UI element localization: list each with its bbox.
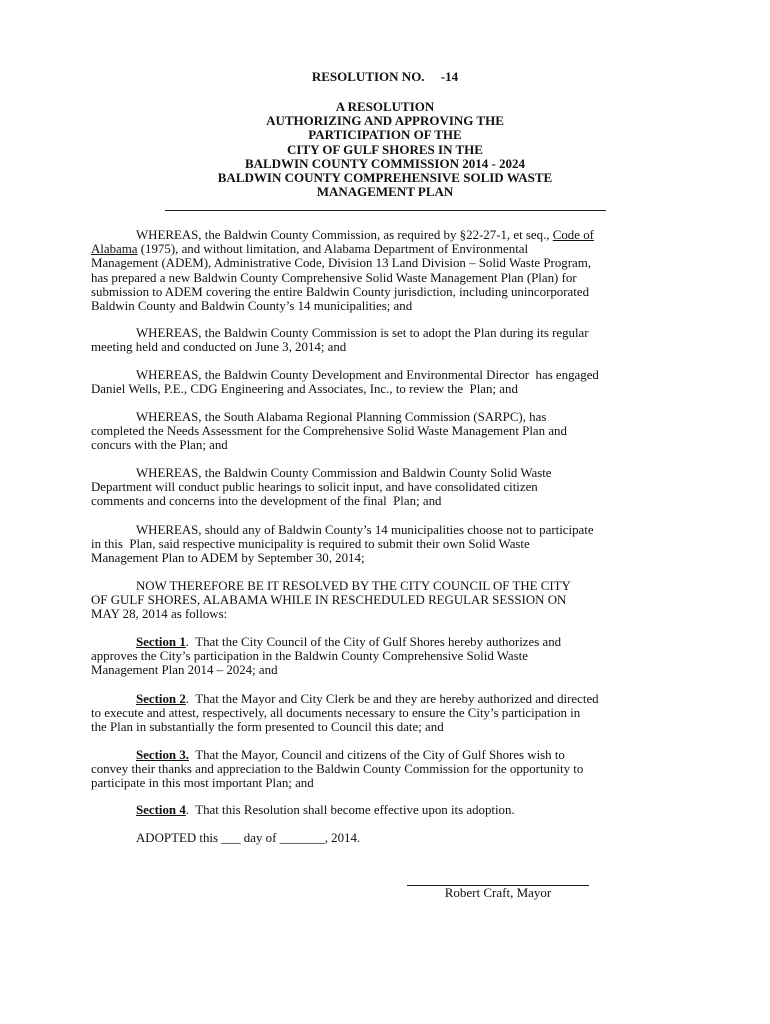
text: concurs with the Plan; and [91,438,228,453]
text: . That this Resolution shall become effective upon its adoption. [185,803,515,817]
whereas-paragraph-1 [91,228,683,313]
whereas-paragraph-4 [91,410,683,453]
title-line: CITY OF GULF SHORES IN THE [287,141,483,157]
text: approves the City’s participation in the Baldwin County Comprehensive Solid Waste [91,649,528,664]
text: completed the Needs Assessment for the Comprehensive Solid Waste Management Plan and [91,424,567,439]
title-line: AUTHORIZING AND APPROVING THE [266,113,504,129]
text: Management Plan to ADEM by September 30, 2014; [91,551,365,566]
text: the Plan in substantially the form presented to Council this date; and [91,720,444,735]
text: has prepared a new Baldwin County Comprehensive Solid Waste Management Plan (Plan) for [91,270,577,285]
text: Department will conduct public hearings to solicit input, and have consolidated citizen [91,480,538,495]
title-line: BALDWIN COUNTY COMPREHENSIVE SOLID WASTE [217,170,553,186]
section-4-paragraph [91,803,683,817]
text: comments and concerns into the development of the final Plan; and [91,494,442,509]
text: . That the Mayor and City Clerk be and they are hereby authorized and directed [185,692,599,706]
section-4-label: Section 4 [136,803,186,817]
text: WHEREAS, the Baldwin County Commission is set to adopt the Plan during its regular [136,326,589,340]
code-of-alabama-citation: Code of [552,228,594,242]
text: . That the City Council of the City of Gulf Shores hereby authorizes and [185,635,562,649]
signatory-name: Robert Craft, Mayor [444,885,552,900]
resolution-title [0,100,770,199]
text: MAY 28, 2014 as follows: [91,607,228,622]
text: Management Plan 2014 – 2024; and [91,663,278,678]
text: meeting held and conducted on June 3, 2014; and [91,340,347,355]
title-line: PARTICIPATION OF THE [308,127,462,143]
text: WHEREAS, the Baldwin County Development and Environmental Director has engaged [136,368,599,382]
text: convey their thanks and appreciation to the Baldwin County Commission for the opportunity to [91,762,584,777]
title-divider [165,210,606,211]
section-2-label: Section 2 [136,692,186,706]
title-line: BALDWIN COUNTY COMMISSION 2014 - 2024 [244,155,526,171]
resolution-number-text: RESOLUTION NO. -14 [311,69,459,84]
text: submission to ADEM covering the entire Baldwin County jurisdiction, including unincorporated [91,284,590,299]
text: participate in this most important Plan; and [91,776,314,791]
text: in this Plan, said respective municipality is required to submit their own Solid Waste [91,537,530,552]
adopted-line [91,831,683,845]
text: Baldwin County and Baldwin County’s 14 municipalities; and [91,299,413,314]
section-1-label: Section 1 [136,635,186,649]
text: Management (ADEM), Administrative Code, Division 13 Land Division – Solid Waste Program, [91,256,591,271]
whereas-paragraph-2 [91,326,683,354]
section-2-paragraph [91,692,683,735]
title-line: MANAGEMENT PLAN [316,184,454,200]
code-of-alabama-citation: Alabama [91,242,138,257]
whereas-paragraph-3 [91,368,683,396]
whereas-paragraph-5 [91,466,683,509]
text: to execute and attest, respectively, all documents necessary to ensure the City’s participation in [91,706,581,721]
section-3-paragraph [91,748,683,791]
title-line: A RESOLUTION [335,99,435,114]
text: WHEREAS, the South Alabama Regional Planning Commission (SARPC), has [136,410,547,424]
resolved-paragraph [91,579,683,622]
resolution-number [0,70,770,84]
text: NOW THEREFORE BE IT RESOLVED BY THE CITY COUNCIL OF THE CITY [136,579,571,593]
section-1-paragraph [91,635,683,678]
text: WHEREAS, should any of Baldwin County’s 14 municipalities choose not to participate [136,523,594,537]
text: WHEREAS, the Baldwin County Commission, as required by §22-27-1, et seq., [136,228,553,242]
text: OF GULF SHORES, ALABAMA WHILE IN RESCHEDULED REGULAR SESSION ON [91,593,567,608]
text: WHEREAS, the Baldwin County Commission and Baldwin County Solid Waste [136,466,552,480]
text: (1975), and without limitation, and Alabama Department of Environmental [137,242,529,257]
whereas-paragraph-6 [91,523,683,566]
section-3-label: Section 3. [136,748,189,762]
text: ADOPTED this ___ day of _______, 2014. [136,831,361,845]
text: That the Mayor, Council and citizens of the City of Gulf Shores wish to [189,748,565,762]
text: Daniel Wells, P.E., CDG Engineering and Associates, Inc., to review the Plan; and [91,382,518,397]
